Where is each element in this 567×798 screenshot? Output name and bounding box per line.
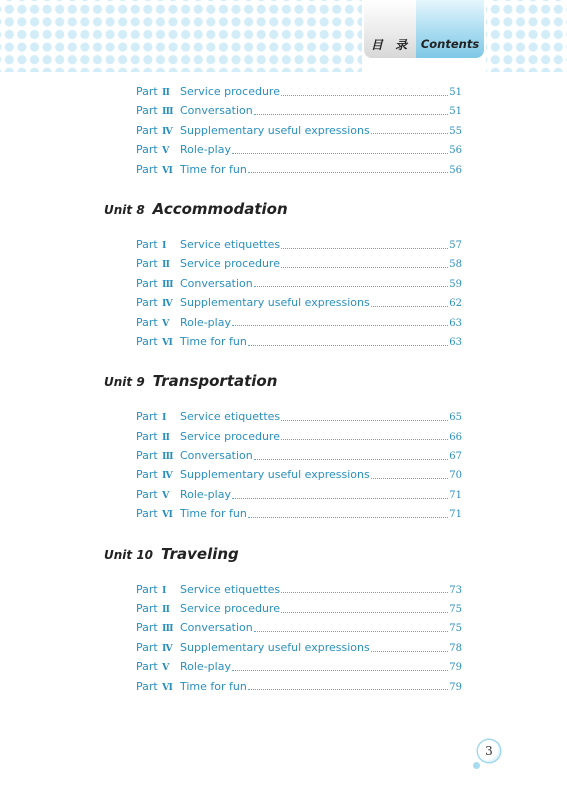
entry-number: Ⅵ [162, 164, 173, 176]
entry-page: 71 [449, 489, 462, 501]
dot-leader [232, 152, 448, 154]
entry-title: Role-play [180, 143, 231, 157]
dot-leader [232, 324, 448, 326]
entry-number: Ⅴ [162, 489, 170, 501]
entry-page: 71 [449, 509, 462, 521]
dot-leader [281, 591, 448, 593]
entry-title: Conversation [180, 449, 253, 463]
unit-title: Transportation [152, 372, 278, 391]
dot-leader [281, 419, 448, 421]
dot-leader [281, 438, 448, 440]
dot-leader [371, 477, 449, 479]
entry-page: 75 [449, 623, 462, 635]
dot-leader [232, 669, 448, 671]
entry-part: Part [136, 602, 158, 616]
entry-title: Role-play [180, 660, 231, 674]
dot-leader [254, 458, 449, 460]
entry-page: 57 [449, 239, 462, 251]
entry-number: Ⅴ [162, 317, 170, 329]
entry-number: Ⅵ [162, 509, 173, 521]
toc-entry[interactable] [136, 657, 462, 676]
toc-entry[interactable] [136, 618, 462, 637]
entry-title: Time for fun [180, 679, 247, 693]
dot-leader [281, 611, 448, 613]
entry-part: Part [136, 582, 158, 596]
entry-number: Ⅳ [162, 125, 173, 137]
entry-part: Part [136, 640, 158, 654]
toc-entry[interactable] [136, 140, 462, 159]
entry-page: 75 [449, 604, 462, 616]
entry-number: Ⅲ [162, 106, 174, 118]
toc-entry[interactable] [136, 485, 462, 504]
entry-part: Part [136, 104, 158, 118]
unit-label: Unit 10 [104, 547, 154, 562]
toc-entry[interactable] [136, 465, 462, 484]
toc-entry[interactable] [136, 235, 462, 254]
unit-label: Unit 9 [104, 375, 145, 390]
entry-number: Ⅰ [162, 584, 167, 596]
dot-leader [248, 344, 448, 346]
entry-title: Conversation [180, 276, 253, 290]
entry-title: Role-play [180, 487, 231, 501]
entry-title: Time for fun [180, 162, 247, 176]
entry-title: Role-play [180, 315, 231, 329]
dot-leader [248, 171, 448, 173]
entry-title: Time for fun [180, 507, 247, 521]
entry-page: 59 [449, 278, 462, 290]
entry-part: Part [136, 679, 158, 693]
entry-number: Ⅴ [162, 662, 170, 674]
dot-leader [232, 497, 448, 499]
toc-entry[interactable] [136, 446, 462, 465]
toc-entry[interactable] [136, 82, 462, 101]
entry-page: 56 [449, 145, 462, 157]
entry-page: 51 [449, 87, 462, 98]
toc-entry[interactable] [136, 254, 462, 273]
entry-page: 66 [449, 431, 462, 443]
toc-entry[interactable] [136, 677, 462, 696]
header-cn-label: 目 录 [370, 38, 412, 52]
unit-title: Accommodation [152, 199, 288, 218]
toc-entry[interactable] [136, 638, 462, 657]
entry-part: Part [136, 660, 158, 674]
entry-number: Ⅰ [162, 412, 167, 424]
toc-entry[interactable] [136, 293, 462, 312]
entry-page: 55 [449, 125, 462, 137]
header-dot-pattern [0, 0, 362, 72]
entry-part: Part [136, 334, 158, 348]
entry-number: Ⅰ [162, 239, 167, 251]
entry-title: Service etiquettes [180, 410, 281, 424]
toc-entry[interactable] [136, 274, 462, 293]
entry-title: Supplementary useful expressions [180, 123, 370, 137]
entry-part: Part [136, 162, 158, 176]
entry-part: Part [136, 296, 158, 310]
toc-entry[interactable] [136, 504, 462, 523]
entry-number: Ⅱ [162, 87, 171, 98]
dot-leader [254, 113, 449, 115]
entry-part: Part [136, 410, 158, 424]
entry-number: Ⅳ [162, 642, 173, 654]
entry-title: Service etiquettes [180, 582, 281, 596]
header-dot-pattern-right [486, 0, 567, 72]
unit-label: Unit 8 [104, 202, 145, 217]
dot-leader [281, 94, 448, 96]
page-number-decoration [473, 762, 480, 769]
entry-part: Part [136, 237, 158, 251]
entry-number: Ⅴ [162, 145, 170, 157]
entry-number: Ⅳ [162, 470, 173, 482]
entry-number: Ⅵ [162, 681, 173, 693]
entry-number: Ⅲ [162, 623, 174, 635]
entry-page: 56 [449, 164, 462, 176]
dot-leader [281, 247, 448, 249]
entry-title: Service procedure [180, 257, 280, 271]
dot-leader [371, 650, 449, 652]
entry-title: Service procedure [180, 429, 280, 443]
toc-entry[interactable] [136, 101, 462, 120]
toc-entry[interactable] [136, 580, 462, 599]
toc-entry[interactable] [136, 332, 462, 351]
entry-part: Part [136, 315, 158, 329]
header-en-label: Contents [420, 37, 480, 51]
entry-part: Part [136, 123, 158, 137]
entry-title: Supplementary useful expressions [180, 468, 370, 482]
toc-entry[interactable] [136, 121, 462, 140]
entry-title: Service etiquettes [180, 237, 281, 251]
entry-title: Conversation [180, 621, 253, 635]
entry-page: 65 [449, 412, 462, 424]
dot-leader [281, 266, 448, 268]
entry-part: Part [136, 507, 158, 521]
entry-page: 62 [449, 298, 462, 310]
table-of-contents [0, 82, 567, 696]
entry-page: 63 [449, 317, 462, 329]
entry-number: Ⅱ [162, 259, 171, 271]
entry-title: Service procedure [180, 85, 280, 98]
entry-page: 58 [449, 259, 462, 271]
entry-part: Part [136, 429, 158, 443]
dot-leader [254, 285, 449, 287]
unit-heading[interactable] [104, 544, 567, 564]
entry-number: Ⅵ [162, 336, 173, 348]
entry-title: Supplementary useful expressions [180, 296, 370, 310]
entry-page: 70 [449, 470, 462, 482]
entry-page: 67 [449, 451, 462, 463]
entry-part: Part [136, 468, 158, 482]
entry-number: Ⅱ [162, 431, 171, 443]
entry-number: Ⅲ [162, 451, 174, 463]
entry-page: 78 [449, 642, 462, 654]
entry-page: 63 [449, 336, 462, 348]
dot-leader [254, 630, 449, 632]
unit-heading[interactable] [104, 371, 567, 391]
toc-entry[interactable] [136, 407, 462, 426]
page-number: 3 [478, 740, 500, 762]
entry-number: Ⅲ [162, 278, 174, 290]
entry-part: Part [136, 85, 158, 98]
entry-title: Time for fun [180, 334, 247, 348]
unit-heading[interactable] [104, 199, 567, 219]
dot-leader [371, 132, 449, 134]
dot-leader [248, 688, 448, 690]
unit-section [0, 544, 567, 696]
toc-entry[interactable] [136, 160, 462, 179]
toc-entry[interactable] [136, 427, 462, 446]
entry-number: Ⅳ [162, 298, 173, 310]
entry-part: Part [136, 143, 158, 157]
dot-leader [248, 516, 448, 518]
entry-part: Part [136, 276, 158, 290]
toc-continued-section [0, 82, 567, 179]
entry-part: Part [136, 621, 158, 635]
unit-section [0, 199, 567, 351]
entry-part: Part [136, 487, 158, 501]
entry-page: 79 [449, 681, 462, 693]
toc-entry[interactable] [136, 313, 462, 332]
toc-entry[interactable] [136, 599, 462, 618]
entry-number: Ⅱ [162, 604, 171, 616]
entry-title: Supplementary useful expressions [180, 640, 370, 654]
entry-page: 51 [449, 106, 462, 118]
unit-section [0, 371, 567, 523]
entry-page: 79 [449, 662, 462, 674]
entry-part: Part [136, 257, 158, 271]
entry-part: Part [136, 449, 158, 463]
unit-title: Traveling [161, 544, 239, 563]
entry-page: 73 [449, 584, 462, 596]
entry-title: Service procedure [180, 602, 280, 616]
entry-title: Conversation [180, 104, 253, 118]
dot-leader [371, 305, 449, 307]
